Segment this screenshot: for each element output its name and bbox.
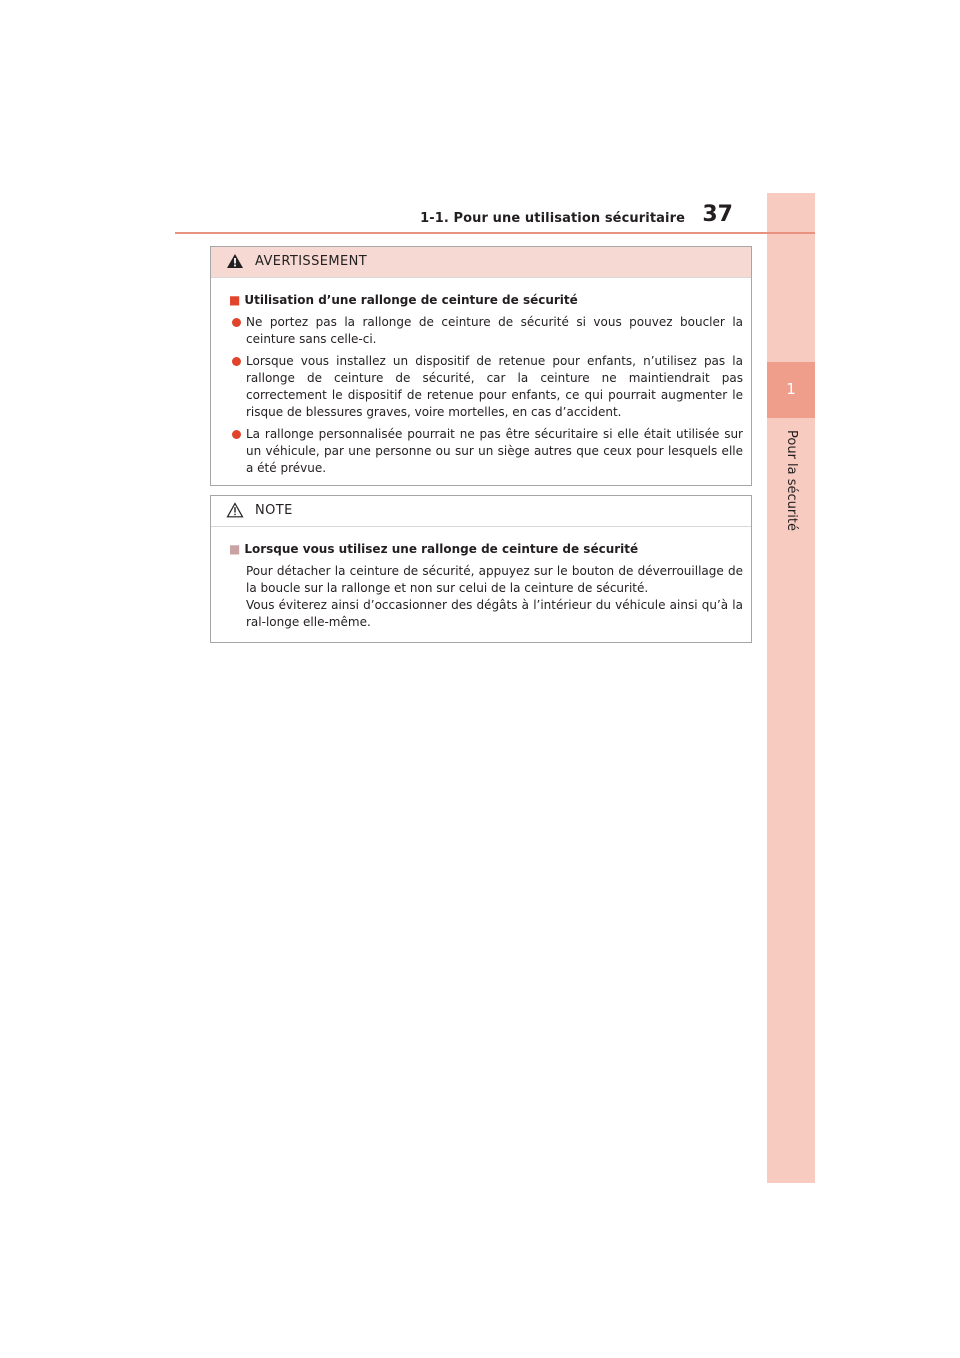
note-paragraph: Pour détacher la ceinture de sécurité, appuyez sur le bouton de déverrouillage de la boucle sur la rallonge et non sur celui de la ceinture de sécurité. [246,564,743,595]
square-bullet-icon: ■ [229,293,241,307]
round-bullet-icon [232,357,241,366]
warning-item-title [229,292,743,309]
note-item-title [229,541,743,558]
square-bullet-icon: ■ [229,542,241,556]
warning-bullet-text: La rallonge personnalisée pourrait ne pas être sécuritaire si elle était utilisée sur un véhicule, par une personne ou sur un siège autres que ceux pour lesquels elle a été prévue. [246,427,743,475]
chapter-number-box [767,362,815,418]
warning-item-title-text: Utilisation d’une rallonge de ceinture de sécurité [244,293,578,307]
header-rule [175,232,815,234]
warning-bullet [232,314,743,348]
warning-bullet [232,353,743,421]
warning-title: AVERTISSEMENT [255,254,368,269]
page-number: 37 [702,202,733,227]
warning-triangle-icon [226,253,244,273]
warning-bullet-text: Lorsque vous installez un dispositif de retenue pour enfants, n’utilisez pas la rallonge de ceinture de sécurité, car la ceinture ne maintiendrait pas correctement le dispositif de retenue pour enfants, ce qui pourrait augmenter le risque de blessures graves, voire mortelles, en cas d’accident. [246,354,743,419]
note-paragraph: Vous éviterez ainsi d’occasionner des dégâts à l’intérieur du véhicule ainsi qu’à la ral-longe elle-même. [246,598,743,629]
warning-box [210,246,752,486]
caution-triangle-outline-icon [226,502,244,522]
note-box [210,495,752,643]
section-title: 1-1. Pour une utilisation sécuritaire [420,211,685,226]
note-item-title-text: Lorsque vous utilisez une rallonge de ceinture de sécurité [244,542,639,556]
chapter-label: Pour la sécurité [784,430,799,531]
note-body [211,527,751,631]
warning-bullet-text: Ne portez pas la rallonge de ceinture de sécurité si vous pouvez boucler la ceinture sans celle-ci. [246,315,743,346]
round-bullet-icon [232,318,241,327]
chapter-side-tab [767,193,815,1183]
note-title: NOTE [255,503,293,518]
warning-box-header [211,247,751,278]
chapter-number: 1 [786,380,796,398]
warning-bullet [232,426,743,477]
round-bullet-icon [232,430,241,439]
note-box-header [211,496,751,527]
warning-body [211,278,751,477]
page-header [175,200,815,232]
